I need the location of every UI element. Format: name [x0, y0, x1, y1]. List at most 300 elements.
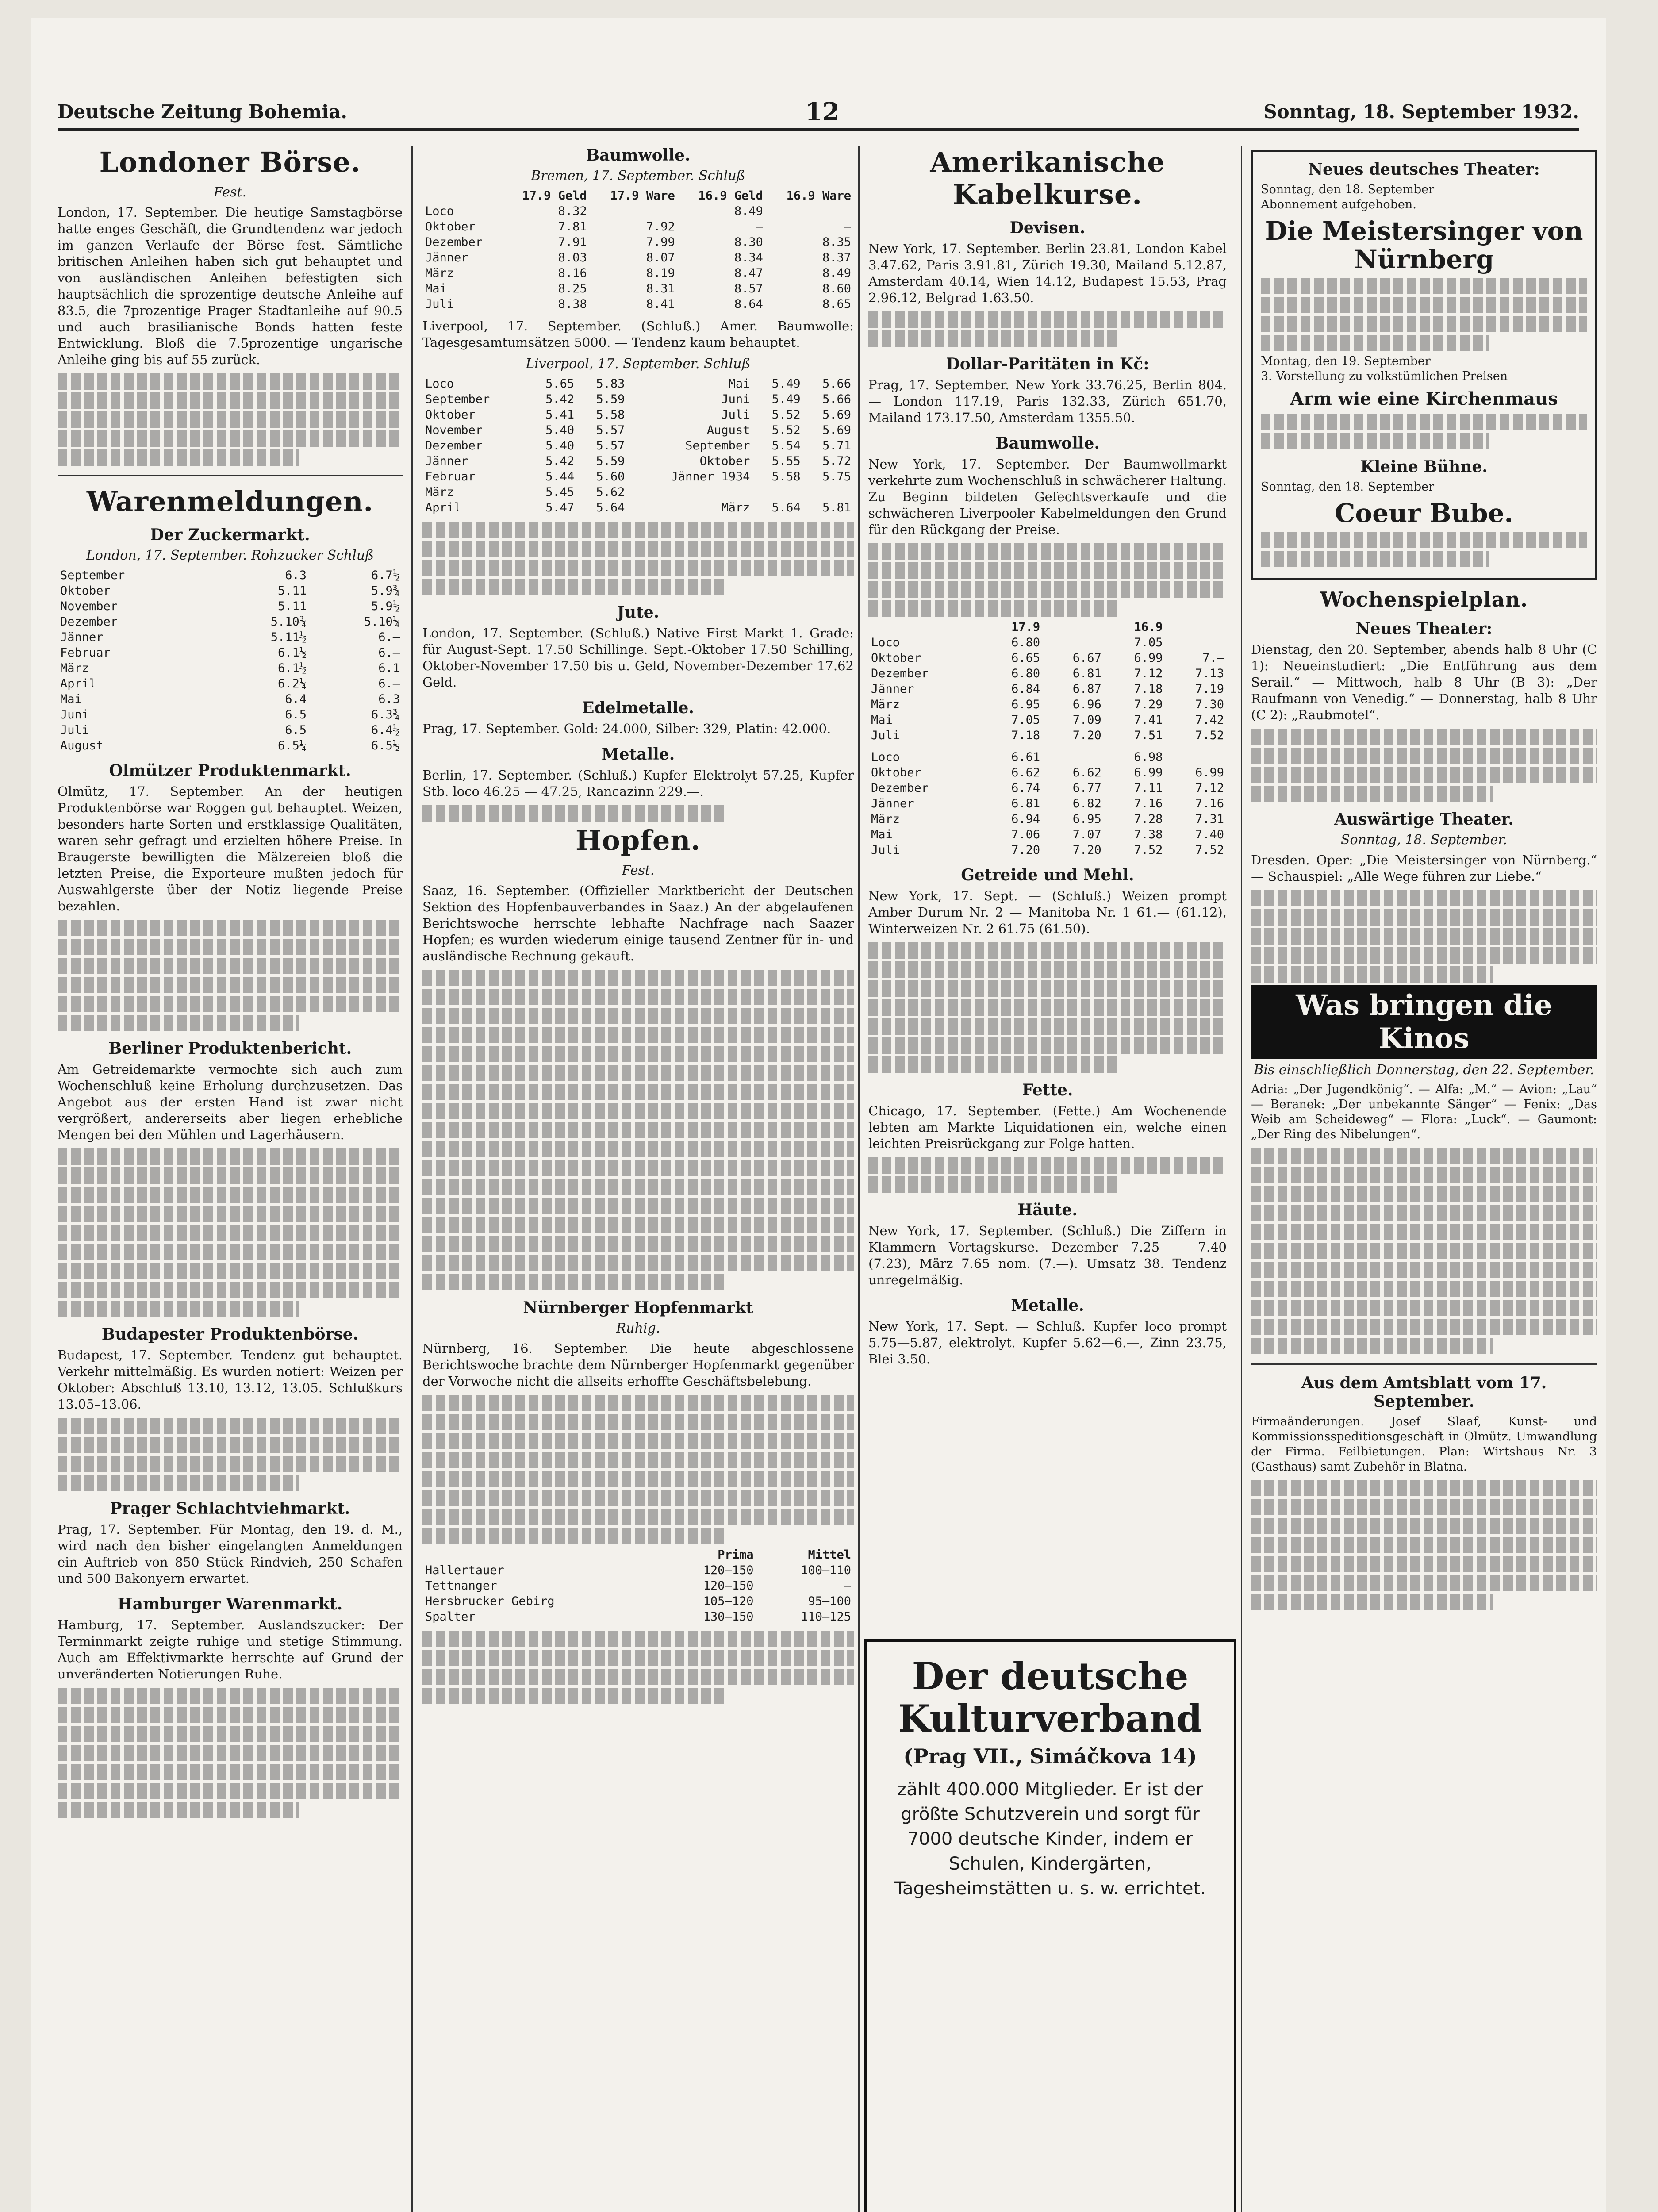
- table-cell: 5.52: [771, 423, 801, 437]
- table-cell: Juli: [425, 297, 454, 311]
- table-cell: 5.64: [596, 501, 625, 515]
- text-line: [422, 805, 725, 822]
- table-cell: 8.65: [822, 297, 851, 311]
- table-cell: 6.74: [1011, 781, 1040, 795]
- table-row: [58, 691, 403, 707]
- text-line: [58, 1148, 403, 1165]
- table-cell: 5.11½: [270, 630, 307, 644]
- table-cell: 6.94: [1011, 812, 1040, 826]
- table-cell: 6.81: [1011, 797, 1040, 810]
- text-line: [1251, 748, 1597, 764]
- table-cell: 7.05: [1134, 636, 1163, 649]
- text-line: [58, 977, 403, 993]
- table-cell: –: [756, 220, 763, 234]
- text-line: [1251, 928, 1597, 945]
- table-cell: 7.52: [1134, 843, 1163, 857]
- table-cell: 6.5½: [371, 739, 400, 753]
- page-header: [58, 97, 1579, 131]
- text-line: [422, 1198, 854, 1214]
- prague-cattle-title: Prager Schlachtviehmarkt.: [110, 1499, 350, 1518]
- table-cell: 8.25: [558, 282, 587, 296]
- table-cell: 5.72: [822, 454, 851, 468]
- small-stage-label: Kleine Bühne.: [1360, 457, 1488, 476]
- text-line: [58, 1783, 403, 1799]
- precious-metals-title: Edelmetalle.: [582, 699, 694, 717]
- table-header-cell: 17.9: [1011, 620, 1040, 634]
- text-line: [1261, 433, 1489, 449]
- text-line: [1261, 335, 1489, 351]
- text-line: [1261, 278, 1587, 294]
- table-row: [58, 583, 403, 599]
- table-cell: 5.66: [822, 392, 851, 406]
- table-row: [868, 842, 1227, 858]
- text-line: [1251, 1300, 1597, 1316]
- text-line: [422, 1046, 854, 1062]
- text-line: [1251, 1480, 1597, 1496]
- table-cell: August: [60, 739, 104, 753]
- text-line: [422, 1179, 854, 1195]
- table-cell: 7.20: [1072, 729, 1101, 742]
- table-row: [868, 728, 1227, 743]
- london-exchange-text: London, 17. September. Die heutige Samstagbörse hatte enges Geschäft, die Grundtendenz war jedoch im ganzen Verlaufe der Börse fest. Sämtliche britischen Anleihen haben sich gut behauptet und von ausländischen Anleihen befestigten sich hauptsächlich die sprozentige deutsche Anleihe auf 83.5, die 7prozentige Prager Stadtanleihe auf 90.5 und auch brasilianische Bonds hatten feste Entwicklung. Bloß die 7.5prozentige ungarische Anleihe ging bis auf 55 zurück.: [58, 205, 403, 367]
- table-cell: März: [425, 485, 454, 499]
- text-line: [1261, 532, 1587, 548]
- table-cell: [803, 484, 854, 500]
- monday-play-title: Arm wie eine Kirchenmaus: [1290, 388, 1558, 409]
- text-line: [1251, 1243, 1597, 1259]
- table-cell: 7.16: [1134, 797, 1163, 810]
- hamburg-title: Hamburger Warenmarkt.: [117, 1595, 343, 1613]
- liverpool-cotton-table: [422, 376, 854, 515]
- text-line: [1251, 890, 1597, 906]
- table-cell: 8.41: [646, 297, 675, 311]
- table-cell: 6.67: [1072, 651, 1101, 665]
- table-cell: 6.5: [285, 708, 307, 722]
- text-line: [868, 581, 1227, 598]
- table-cell: Tettnanger: [425, 1579, 497, 1593]
- new-theater-title: Neues Theater:: [1355, 619, 1493, 638]
- table-cell: Mai: [871, 713, 893, 727]
- table-row: [422, 1578, 854, 1594]
- column-markets: [58, 146, 403, 2212]
- table-cell: 8.03: [558, 251, 587, 265]
- table-cell: 5.75: [822, 470, 851, 484]
- ny-metals-title: Metalle.: [1011, 1296, 1084, 1315]
- table-cell: 5.58: [596, 408, 625, 422]
- table-cell: 6.84: [1011, 682, 1040, 696]
- table-cell: 5.42: [545, 392, 575, 406]
- table-cell: 8.19: [646, 266, 675, 280]
- table-row: [422, 438, 854, 453]
- table-cell: 6.65: [1011, 651, 1040, 665]
- table-cell: 6.62: [1011, 766, 1040, 780]
- table-cell: Dezember: [871, 781, 929, 795]
- ad-title: Der deutsche Kulturverband: [898, 1654, 1202, 1740]
- sugar-market-title: Der Zuckermarkt.: [150, 526, 310, 544]
- text-line: [868, 1056, 1119, 1073]
- hops-tag: Fest.: [622, 863, 655, 878]
- table-header-cell: 16.9 Ware: [786, 189, 851, 203]
- table-cell: 5.54: [771, 439, 801, 453]
- table-header-cell: 16.9 Geld: [698, 189, 763, 203]
- table-cell: 6.5¼: [277, 739, 307, 753]
- column-rule: [411, 146, 413, 2212]
- hides-title: Häute.: [1017, 1201, 1078, 1219]
- table-cell: August: [706, 423, 750, 437]
- text-line: [422, 1122, 854, 1138]
- gazette-title: Aus dem Amtsblatt vom 17. September.: [1301, 1374, 1547, 1411]
- table-cell: —: [844, 1579, 851, 1593]
- text-line: [1261, 551, 1489, 567]
- nuremberg-text: Nürnberg, 16. September. Die heute abgeschlossene Berichtswoche brachte dem Nürnberger Hopfenmarkt gegenüber der Vorwoche nicht die allseits erhoffte Geschäftsbelebung.: [422, 1341, 854, 1389]
- table-row: [868, 765, 1227, 780]
- weekly-program-text: Dienstag, den 20. September, abends halb 8 Uhr (C 1): Neueinstudiert: „Die Entführung aus dem Serail.“ — Mittwoch, halb 8 Uhr (B 3): „Der Raufmann von Venedig.“ — Donnerstag, halb 8 Uhr (C 2): „Raubmotel“.: [1251, 642, 1597, 722]
- text-line: [58, 1301, 299, 1317]
- table-row: [58, 630, 403, 645]
- metals-title: Metalle.: [601, 745, 675, 764]
- grain-text: New York, 17. Sept. — (Schluß.) Weizen prompt Amber Durum Nr. 2 — Manitoba Nr. 1 61.— (61.12), Winterweizen Nr. 2 61.75 (61.50).: [868, 888, 1227, 936]
- currencies-title: Devisen.: [1009, 219, 1086, 237]
- table-cell: 6.98: [1134, 750, 1163, 764]
- table-cell: November: [60, 599, 118, 613]
- text-line: [1251, 1205, 1597, 1221]
- table-cell: 8.37: [822, 251, 851, 265]
- table-header-row: [422, 188, 854, 204]
- text-line: [1251, 1537, 1597, 1553]
- table-row: [58, 599, 403, 614]
- text-line: [868, 980, 1227, 997]
- table-cell: Februar: [60, 646, 111, 660]
- liverpool-text: Liverpool, 17. September. (Schluß.) Amer. Baumwolle: Tagesgesamtumsätzen 5000. — Tendenz kaum behauptet.: [422, 319, 854, 350]
- london-exchange-tag: Fest.: [214, 184, 246, 200]
- table-cell: Juli: [871, 729, 900, 742]
- table-cell: 8.30: [734, 235, 763, 249]
- table-cell: 6.61: [1011, 750, 1040, 764]
- table-cell: 6.1½: [277, 646, 307, 660]
- theater-box-title: Neues deutsches Theater:: [1308, 160, 1540, 179]
- table-cell: 7.20: [1011, 843, 1040, 857]
- table-cell: [1165, 749, 1227, 765]
- table-cell: 8.32: [558, 204, 587, 218]
- table-cell: 5.69: [822, 423, 851, 437]
- table-cell: 7.52: [1195, 843, 1224, 857]
- table-row: [868, 780, 1227, 796]
- table-cell: 120—150: [703, 1563, 754, 1577]
- ny-cotton-title: Baumwolle.: [995, 434, 1100, 453]
- table-cell: 105—120: [703, 1594, 754, 1608]
- table-cell: 5.62: [596, 485, 625, 499]
- table-cell: [1043, 635, 1104, 650]
- table-cell: 7.–: [1202, 651, 1224, 665]
- table-cell: Loco: [871, 636, 900, 649]
- table-cell: Jänner 1934: [671, 470, 750, 484]
- table-cell: 7.19: [1195, 682, 1224, 696]
- text-line: [58, 1802, 299, 1818]
- text-line: [58, 1456, 403, 1472]
- table-row: [422, 407, 854, 422]
- cinema-sub: Bis einschließlich Donnerstag, den 22. September.: [1254, 1062, 1594, 1078]
- text-line: [58, 1225, 403, 1241]
- table-cell: 7.05: [1011, 713, 1040, 727]
- liverpool-sub: Liverpool, 17. September. Schluß: [526, 356, 751, 372]
- small-stage-play: Coeur Bube.: [1335, 498, 1513, 528]
- text-line: [1251, 1518, 1597, 1534]
- table-cell: Februar: [425, 470, 476, 484]
- outside-theaters-date: Sonntag, 18. September.: [1340, 832, 1508, 848]
- table-cell: September: [60, 568, 125, 582]
- nuremberg-tag: Ruhig.: [616, 1321, 660, 1336]
- hops-title: Hopfen.: [575, 824, 701, 856]
- table-cell: [1165, 635, 1227, 650]
- table-cell: –: [844, 220, 851, 234]
- table-cell: Oktober: [699, 454, 750, 468]
- table-row: [422, 1563, 854, 1578]
- london-exchange-title: Londoner Börse.: [99, 146, 361, 178]
- text-line: [422, 1669, 854, 1685]
- ad-body: zählt 400.000 Mitglieder. Er ist der größte Schutzverein und sorgt für 7000 deutsche Kinder, indem er Schulen, Kindergärten, Tagesheimstätten u. s. w. errichtet.: [894, 1779, 1206, 1899]
- table-cell: 6.95: [1011, 698, 1040, 711]
- table-header-cell: Mittel: [808, 1548, 851, 1562]
- table-cell: 130—150: [703, 1610, 754, 1624]
- monday-label: Montag, den 19. September: [1261, 354, 1431, 368]
- cinema-banner: Was bringen die Kinos: [1251, 985, 1597, 1059]
- text-line: [422, 1103, 854, 1119]
- hamburg-text: Hamburg, 17. September. Auslandszucker: Der Terminmarkt zeigte ruhige und stetige Stimmung. Auch am Effektivmarkte herrschte auf Grund der unveränderten Notierungen Ruhe.: [58, 1617, 403, 1682]
- table-header-row: [868, 619, 1227, 635]
- table-cell: 7.40: [1195, 828, 1224, 841]
- table-cell: 6.77: [1072, 781, 1101, 795]
- table-cell: 5.45: [545, 485, 575, 499]
- text-line: [58, 1015, 299, 1031]
- table-cell: 7.52: [1195, 729, 1224, 742]
- table-row: [868, 635, 1227, 650]
- sunday-label: Sonntag, den 18. September: [1261, 183, 1435, 196]
- text-line: [1251, 767, 1597, 783]
- text-line: [58, 392, 403, 409]
- gazette-text: Firmaänderungen. Josef Slaaf, Kunst- und Kommissionsspeditionsgeschäft in Olmütz. Umwandlung der Firma. Feilbietungen. Plan: Wirtshaus Nr. 3 (Gasthaus) samt Zubehör in Blatna.: [1251, 1415, 1597, 1474]
- table-row: [422, 469, 854, 484]
- table-cell: [752, 484, 803, 500]
- grain-title: Getreide und Mehl.: [961, 866, 1134, 884]
- text-line: [868, 562, 1227, 579]
- text-line: [422, 1274, 725, 1290]
- table-cell: 6.82: [1072, 797, 1101, 810]
- text-line: [1251, 1224, 1597, 1240]
- table-cell: 7.99: [646, 235, 675, 249]
- table-cell: März: [721, 501, 750, 515]
- sugar-market-sub: London, 17. September. Rohzucker Schluß: [86, 548, 374, 563]
- table-cell: 5.55: [771, 454, 801, 468]
- text-line: [868, 1018, 1227, 1035]
- table-cell: 5.40: [545, 439, 575, 453]
- table-cell: 8.60: [822, 282, 851, 296]
- table-cell: Loco: [425, 204, 454, 218]
- budapest-title: Budapester Produktenbörse.: [101, 1325, 359, 1344]
- table-cell: 5.42: [545, 454, 575, 468]
- dollar-parities-text: Prag, 17. September. New York 33.76.25, Berlin 804.— London 117.19, Paris 132.33, Zürich 651.70, Mailand 173.17.50, Amsterdam 1355.50.: [868, 377, 1227, 425]
- table-cell: 6.4: [285, 692, 307, 706]
- table-cell: 6.96: [1072, 698, 1101, 711]
- table-cell: Dezember: [425, 235, 483, 249]
- fats-title: Fette.: [1022, 1081, 1073, 1099]
- table-cell: 5.58: [771, 470, 801, 484]
- text-line: [422, 1141, 854, 1157]
- text-line: [422, 1027, 854, 1043]
- table-cell: 7.20: [1072, 843, 1101, 857]
- text-line: [58, 1707, 403, 1723]
- text-line: [58, 1187, 403, 1203]
- table-cell: 6.1½: [277, 661, 307, 675]
- text-line: [1251, 1148, 1597, 1164]
- text-line: [58, 920, 403, 936]
- table-cell: 7.06: [1011, 828, 1040, 841]
- table-cell: 5.65: [545, 377, 575, 391]
- issue-date: Sonntag, 18. September 1932.: [1263, 101, 1579, 123]
- text-line: [1251, 1338, 1493, 1354]
- table-cell: 5.59: [596, 454, 625, 468]
- table-cell: Mai: [60, 692, 82, 706]
- table-cell: 5.44: [545, 470, 575, 484]
- table-row: [422, 422, 854, 438]
- text-line: [58, 1688, 403, 1704]
- table-cell: 8.16: [558, 266, 587, 280]
- table-row: [422, 281, 854, 296]
- column-rule: [1241, 146, 1242, 2212]
- text-line: [58, 430, 403, 447]
- table-cell: 5.83: [596, 377, 625, 391]
- table-header-cell: [868, 619, 982, 635]
- table-row: [422, 453, 854, 469]
- table-cell: 5.11: [277, 584, 307, 598]
- table-cell: 6.3¾: [371, 708, 400, 722]
- text-line: [422, 1008, 854, 1024]
- table-row: [58, 707, 403, 722]
- text-line: [422, 1490, 854, 1506]
- weekly-program-title: Wochenspielplan.: [1320, 588, 1528, 611]
- text-line: [1251, 1262, 1597, 1278]
- nuremberg-title: Nürnberger Hopfenmarkt: [523, 1298, 753, 1317]
- table-cell: 6.81: [1072, 667, 1101, 680]
- table-row: [422, 219, 854, 234]
- table-cell: [590, 204, 678, 219]
- table-cell: 5.49: [771, 392, 801, 406]
- table-cell: 7.91: [558, 235, 587, 249]
- table-row: [868, 697, 1227, 712]
- table-row: [422, 265, 854, 281]
- text-line: [422, 1528, 725, 1544]
- table-cell: Jänner: [871, 797, 914, 810]
- table-cell: Juni: [721, 392, 750, 406]
- table-cell: 7.16: [1195, 797, 1224, 810]
- table-cell: 7.13: [1195, 667, 1224, 680]
- table-cell: Jänner: [871, 682, 914, 696]
- table-row: [422, 204, 854, 219]
- table-row: [58, 645, 403, 661]
- table-cell: 6.80: [1011, 667, 1040, 680]
- table-cell: 95—100: [808, 1594, 851, 1608]
- table-cell: Hersbrucker Gebirg: [425, 1594, 555, 1608]
- table-cell: 6.5: [285, 723, 307, 737]
- table-cell: 120—150: [703, 1579, 754, 1593]
- jute-title: Jute.: [617, 603, 660, 622]
- text-line: [422, 1084, 854, 1100]
- bremen-sub: Bremen, 17. September. Schluß: [531, 168, 745, 184]
- table-cell: März: [425, 266, 454, 280]
- ny-metals-text: New York, 17. Sept. — Schluß. Kupfer loco prompt 5.75—5.87, elektrolyt. Kupfer 5.62—6.—, Zinn 23.75, Blei 3.50.: [868, 1319, 1227, 1367]
- table-cell: 7.51: [1134, 729, 1163, 742]
- divider: [58, 475, 403, 476]
- table-cell: 5.41: [545, 408, 575, 422]
- text-line: [58, 939, 403, 955]
- table-cell: 7.12: [1134, 667, 1163, 680]
- text-line: [868, 961, 1227, 978]
- table-cell: 6.95: [1072, 812, 1101, 826]
- table-cell: Spalter: [425, 1610, 476, 1624]
- theater-program-box: [1251, 150, 1597, 580]
- table-cell: 8.47: [734, 266, 763, 280]
- table-cell: Oktober: [871, 766, 921, 780]
- table-header-cell: [1165, 619, 1227, 635]
- table-cell: 7.18: [1011, 729, 1040, 742]
- table-cell: 7.81: [558, 220, 587, 234]
- table-cell: 5.52: [771, 408, 801, 422]
- table-row: [422, 500, 854, 515]
- prague-cattle-text: Prag, 17. September. Für Montag, den 19. d. M., wird nach den bisher eingelangten Anmeldungen ein Auftrieb von 850 Stück Rindvieh, 250 Schafen und 500 Bakonyern erwartet.: [58, 1522, 403, 1586]
- sugar-price-table: [58, 568, 403, 753]
- dollar-parities-title: Dollar-Paritäten in Kč:: [946, 355, 1149, 373]
- table-cell: Hallertauer: [425, 1563, 504, 1577]
- text-line: [58, 996, 403, 1012]
- column-rule: [858, 146, 860, 2212]
- opera-title: Die Meistersinger von Nürnberg: [1265, 216, 1583, 274]
- text-line: [1251, 729, 1597, 745]
- ny-cotton-text: New York, 17. September. Der Baumwollmarkt verkehrte zum Wochenschluß in schwächerer Haltung. Zu Beginn bildeten Gefechtsverkaufe und die schwächeren Liverpooler Kabelmeldungen den Grund für den Rückgang der Preise.: [868, 457, 1227, 537]
- table-cell: 7.38: [1134, 828, 1163, 841]
- fats-text: Chicago, 17. September. (Fette.) Am Wochenende lebten am Markte Liquidationen ein, welche einen leichten Preisrückgang zur Folge hatten.: [868, 1103, 1227, 1151]
- text-line: [1251, 1594, 1493, 1610]
- text-line: [1251, 1319, 1597, 1335]
- sunday-note: Abonnement aufgehoben.: [1261, 198, 1416, 211]
- table-cell: Mai: [871, 828, 893, 841]
- table-cell: 5.49: [771, 377, 801, 391]
- kulturverband-advertisement: [864, 1639, 1236, 2212]
- table-header-cell: 17.9 Geld: [522, 189, 587, 203]
- text-line: [1251, 966, 1493, 983]
- text-line: [868, 1157, 1227, 1174]
- table-cell: 5.64: [771, 501, 801, 515]
- table-cell: Jänner: [60, 630, 104, 644]
- table-cell: Mai: [425, 282, 447, 296]
- table-header-cell: 16.9: [1134, 620, 1163, 634]
- text-line: [58, 1475, 299, 1491]
- table-cell: 100—110: [801, 1563, 851, 1577]
- text-line: [422, 1217, 854, 1233]
- cable-rates-title: Amerikanische Kabelkurse.: [930, 146, 1165, 211]
- table-cell: 6.4½: [371, 723, 400, 737]
- table-cell: Juli: [60, 723, 89, 737]
- ny-cotton-table: [868, 619, 1227, 743]
- table-row: [868, 827, 1227, 842]
- text-line: [422, 579, 725, 595]
- text-line: [1251, 1499, 1597, 1515]
- table-header-cell: [422, 188, 502, 204]
- table-cell: 6.3: [285, 568, 307, 582]
- table-cell: 6.99: [1134, 766, 1163, 780]
- text-line: [422, 522, 854, 538]
- table-cell: 6.87: [1072, 682, 1101, 696]
- text-line: [1251, 1186, 1597, 1202]
- table-cell: 7.31: [1195, 812, 1224, 826]
